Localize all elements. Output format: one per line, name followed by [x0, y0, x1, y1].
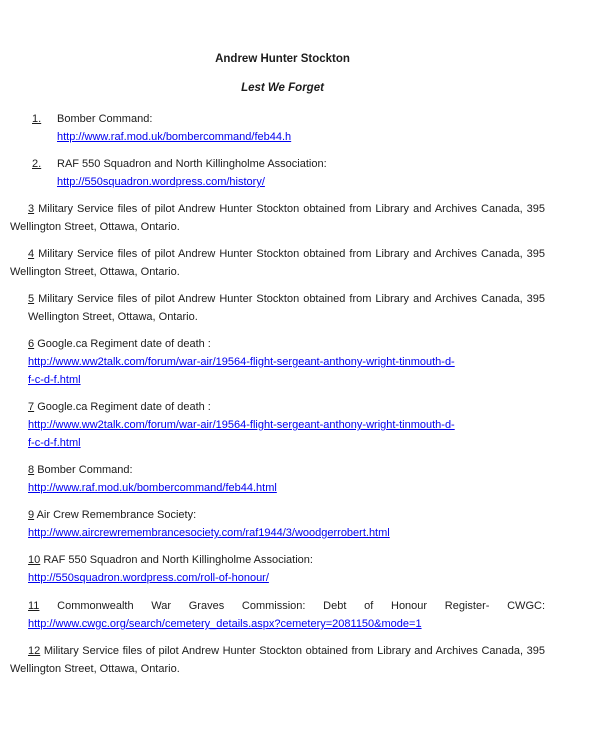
reference-number: 8 — [28, 464, 35, 476]
reference-label — [28, 398, 555, 416]
reference-item — [28, 461, 555, 497]
reference-label — [28, 597, 545, 615]
reference-item — [28, 551, 555, 587]
reference-number: 6 — [28, 338, 35, 350]
reference-label-text: Google.ca Regiment date of death : — [37, 338, 211, 350]
reference-number: 12 — [28, 645, 41, 657]
reference-link-line: f-c-d-f.html — [28, 437, 81, 449]
reference-link-line: http://www.cwgc.org/search/cemetery_details.aspx?cemetery=2081150&mode=1 — [28, 618, 422, 630]
reference-text: Military Service files of pilot Andrew Hunter Stockton obtained from Library and Archives Canada, 395 Wellington Street, Ottawa, Ontario. — [10, 203, 545, 233]
reference-label: RAF 550 Squadron and North Killingholme Association: — [57, 158, 327, 170]
reference-label-text: Commonwealth War Graves Commission: Debt of Honour Register- CWGC: — [57, 600, 546, 612]
reference-link-line: http://www.raf.mod.uk/bombercommand/feb44.h — [57, 131, 292, 143]
reference-item — [28, 506, 555, 542]
reference-link[interactable] — [28, 527, 390, 539]
reference-link-line: http://550squadron.wordpress.com/roll-of-honour/ — [28, 572, 269, 584]
reference-label — [28, 461, 555, 479]
reference-link-line: http://550squadron.wordpress.com/history/ — [57, 176, 265, 188]
reference-number: 7 — [28, 401, 35, 413]
reference-number: 3 — [28, 203, 35, 215]
reference-label: Bomber Command: — [57, 113, 153, 125]
reference-link-line: http://www.raf.mod.uk/bombercommand/feb44.html — [28, 482, 277, 494]
reference-number: 1. — [32, 113, 42, 125]
reference-link[interactable] — [28, 482, 277, 494]
reference-link[interactable] — [57, 176, 265, 188]
reference-number: 9 — [28, 509, 35, 521]
reference-link-line: http://www.ww2talk.com/forum/war-air/19564-flight-sergeant-anthony-wright-tinmouth-d- — [28, 356, 455, 368]
reference-item — [10, 110, 555, 146]
reference-label-text: Google.ca Regiment date of death : — [37, 401, 211, 413]
reference-label-text: Bomber Command: — [37, 464, 133, 476]
reference-link-line: http://www.ww2talk.com/forum/war-air/19564-flight-sergeant-anthony-wright-tinmouth-d- — [28, 419, 455, 431]
document-subtitle: Lest We Forget — [241, 82, 324, 94]
reference-number: 2. — [32, 158, 42, 170]
reference-item — [28, 597, 555, 633]
reference-link[interactable] — [28, 356, 455, 386]
reference-item — [28, 290, 545, 326]
reference-number: 10 — [28, 554, 41, 566]
reference-text: Military Service files of pilot Andrew Hunter Stockton obtained from Library and Archives Canada, 395 Wellington Street, Ottawa, Ontario. — [10, 645, 545, 675]
reference-item — [10, 245, 545, 281]
document-title: Andrew Hunter Stockton — [215, 53, 350, 65]
reference-item — [28, 398, 555, 452]
reference-number: 11 — [28, 600, 40, 612]
reference-label-text: RAF 550 Squadron and North Killingholme Association: — [43, 554, 313, 566]
reference-number: 4 — [28, 248, 35, 260]
reference-item — [10, 155, 555, 191]
reference-link[interactable] — [28, 419, 455, 449]
reference-label — [28, 335, 555, 353]
reference-label-text: Air Crew Remembrance Society: — [36, 509, 197, 521]
reference-link[interactable] — [28, 572, 269, 584]
reference-text: Military Service files of pilot Andrew Hunter Stockton obtained from Library and Archives Canada, 395 Wellington Street, Ottawa, Ontario. — [28, 293, 545, 323]
reference-text: Military Service files of pilot Andrew Hunter Stockton obtained from Library and Archives Canada, 395 Wellington Street, Ottawa, Ontario. — [10, 248, 545, 278]
reference-link-line: http://www.aircrewremembrancesociety.com/raf1944/3/woodgerrobert.html — [28, 527, 390, 539]
reference-item — [28, 335, 555, 389]
reference-link[interactable] — [57, 131, 291, 143]
reference-number: 5 — [28, 293, 35, 305]
reference-link[interactable] — [28, 618, 422, 630]
reference-link-line: f-c-d-f.html — [28, 374, 81, 386]
reference-label — [28, 551, 555, 569]
reference-label — [28, 506, 555, 524]
reference-item — [10, 642, 545, 678]
reference-item — [10, 200, 545, 236]
reference-list — [10, 110, 555, 678]
